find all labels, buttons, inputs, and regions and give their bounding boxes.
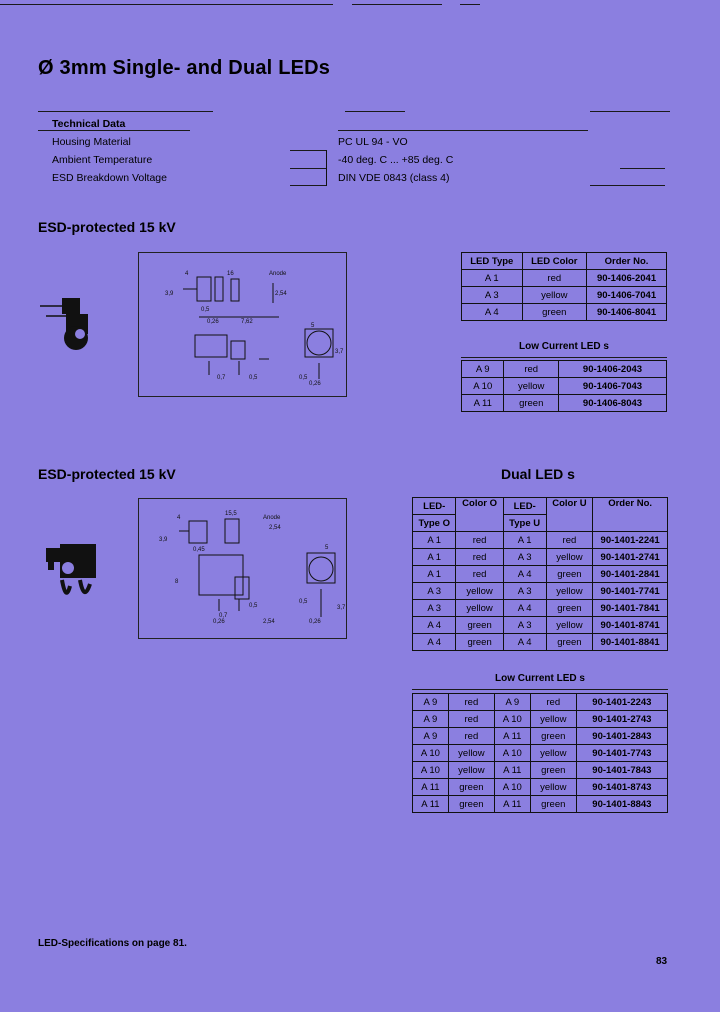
svg-text:Anode: Anode [269, 271, 287, 277]
table-row [462, 287, 667, 304]
cell-type-o: A 1 [413, 566, 456, 583]
cell-color-u: yellow [530, 711, 576, 728]
table-row [413, 532, 668, 549]
cell-type-u: A 11 [494, 728, 530, 745]
table-row [462, 395, 667, 412]
low-current-rule-1 [461, 357, 667, 358]
svg-text:3,7: 3,7 [335, 349, 344, 355]
top-rule-mid [352, 4, 442, 5]
table-row [413, 566, 668, 583]
cell-color-u: red [546, 532, 593, 549]
col-header-type-o: Type O [413, 515, 456, 532]
cell-color-u: green [530, 762, 576, 779]
cell-color-o: green [448, 779, 494, 796]
col-header-led-type-o: LED- [413, 498, 456, 515]
cell-type-u: A 10 [494, 779, 530, 796]
cell-order-no: 90-1401-7841 [593, 600, 668, 617]
col-header-led-type: LED Type [462, 253, 523, 270]
cell-color: red [522, 270, 587, 287]
table-row [462, 270, 667, 287]
cell-color-u: yellow [530, 745, 576, 762]
tech-label-housing: Housing Material [52, 136, 131, 148]
cell-color-o: green [448, 796, 494, 813]
cell-color-u: green [530, 728, 576, 745]
svg-text:3,9: 3,9 [165, 291, 174, 297]
table-row [413, 617, 668, 634]
cell-order-no: 90-1401-2741 [593, 549, 668, 566]
svg-text:0,7: 0,7 [219, 613, 228, 619]
cell-color-u: yellow [546, 617, 593, 634]
cell-color-o: green [456, 617, 503, 634]
led-photo-single [40, 292, 100, 358]
cell-color-u: red [530, 694, 576, 711]
cell-order-no: 90-1401-8741 [593, 617, 668, 634]
col-header-type-u: Type U [503, 515, 546, 532]
svg-text:0,5: 0,5 [201, 307, 210, 313]
low-current-rule-2 [412, 689, 668, 690]
svg-text:0,26: 0,26 [309, 619, 321, 625]
dual-leds-heading: Dual LED s [501, 466, 575, 482]
cell-type: A 1 [462, 270, 523, 287]
svg-text:Anode: Anode [263, 515, 281, 521]
svg-text:16: 16 [227, 271, 234, 277]
cell-type-o: A 1 [413, 532, 456, 549]
svg-text:5: 5 [311, 323, 315, 329]
tech-value-esd: DIN VDE 0843 (class 4) [338, 172, 450, 184]
cell-type-o: A 11 [413, 779, 449, 796]
svg-text:0,26: 0,26 [309, 381, 321, 387]
cell-type-u: A 3 [503, 549, 546, 566]
single-low-current-table [461, 360, 667, 412]
top-rule-right [460, 4, 480, 5]
dual-led-table [412, 497, 668, 651]
tech-tick-3 [290, 185, 326, 186]
cell-color-u: yellow [546, 583, 593, 600]
cell-order-no: 90-1401-2743 [576, 711, 667, 728]
cell-type-o: A 3 [413, 600, 456, 617]
tech-tick-4 [620, 168, 665, 169]
cell-order-no: 90-1401-8843 [576, 796, 667, 813]
col-header-led-color: LED Color [522, 253, 587, 270]
cell-order-no: 90-1406-7041 [587, 287, 667, 304]
cell-color: green [504, 395, 559, 412]
cell-order-no: 90-1401-2241 [593, 532, 668, 549]
cell-color: yellow [504, 378, 559, 395]
cell-type: A 4 [462, 304, 523, 321]
cell-color-o: red [448, 711, 494, 728]
svg-text:0,5: 0,5 [249, 375, 258, 381]
top-rule-left [0, 4, 333, 5]
led-photo-dual [40, 540, 106, 604]
cell-color-o: yellow [456, 600, 503, 617]
tech-rule-2 [345, 111, 405, 112]
svg-text:5: 5 [325, 545, 329, 551]
table-row [413, 634, 668, 651]
low-current-heading-2: Low Current LED s [494, 673, 585, 684]
cell-type-u: A 3 [503, 617, 546, 634]
tech-data-heading: Technical Data [52, 118, 126, 130]
page-number: 83 [656, 956, 668, 967]
cell-color-u: green [530, 796, 576, 813]
section1-heading: ESD-protected 15 kV [38, 219, 176, 235]
cell-order-no: 90-1401-7741 [593, 583, 668, 600]
col-header-color-u: Color U [546, 498, 593, 532]
cell-order-no: 90-1401-2843 [576, 728, 667, 745]
cell-order-no: 90-1406-8043 [558, 395, 666, 412]
tech-rule-3 [590, 111, 670, 112]
cell-color-u: yellow [546, 549, 593, 566]
cell-order-no: 90-1401-2841 [593, 566, 668, 583]
svg-text:7,62: 7,62 [241, 319, 253, 325]
cell-order-no: 90-1406-2043 [558, 361, 666, 378]
cell-color: green [522, 304, 587, 321]
tech-heading-rule [38, 130, 190, 131]
svg-text:0,45: 0,45 [193, 547, 205, 553]
cell-color-o: red [456, 566, 503, 583]
col-header-color-o: Color O [456, 498, 503, 532]
table-row [413, 796, 668, 813]
svg-text:3,7: 3,7 [337, 605, 346, 611]
cell-type-u: A 9 [494, 694, 530, 711]
tech-value-temperature: -40 deg. C ... +85 deg. C [338, 154, 454, 166]
cell-type-u: A 10 [494, 711, 530, 728]
cell-type-u: A 4 [503, 600, 546, 617]
cell-color: red [504, 361, 559, 378]
svg-text:8: 8 [175, 579, 179, 585]
dual-low-current-table [412, 693, 668, 813]
cell-type-u: A 3 [503, 583, 546, 600]
svg-text:2,54: 2,54 [263, 619, 275, 625]
cell-type-o: A 9 [413, 728, 449, 745]
tech-tick-1 [290, 150, 326, 151]
cell-type-o: A 10 [413, 762, 449, 779]
cell-type-u: A 11 [494, 796, 530, 813]
cell-order-no: 90-1406-2041 [587, 270, 667, 287]
tech-rule-1 [38, 111, 213, 112]
table-row [413, 728, 668, 745]
tech-divider [326, 150, 327, 186]
svg-text:0,5: 0,5 [299, 599, 308, 605]
cell-type-o: A 9 [413, 694, 449, 711]
cell-color-o: red [448, 694, 494, 711]
cell-type-o: A 4 [413, 617, 456, 634]
svg-text:4: 4 [185, 271, 189, 277]
tech-tick-2 [290, 168, 326, 169]
table-row [413, 694, 668, 711]
cell-order-no: 90-1401-8841 [593, 634, 668, 651]
col-header-order-no: Order No. [593, 498, 668, 532]
svg-text:15,5: 15,5 [225, 511, 237, 517]
cell-order-no: 90-1401-8743 [576, 779, 667, 796]
table-row [413, 600, 668, 617]
table-row [413, 762, 668, 779]
cell-type: A 10 [462, 378, 504, 395]
cell-type-u: A 11 [494, 762, 530, 779]
tech-value-rule [338, 130, 588, 131]
table-row [462, 304, 667, 321]
footer-note: LED-Specifications on page 81. [38, 938, 187, 949]
cell-type-o: A 4 [413, 634, 456, 651]
cell-type-o: A 11 [413, 796, 449, 813]
cell-order-no: 90-1401-7843 [576, 762, 667, 779]
col-header-led-type-u: LED- [503, 498, 546, 515]
cell-color-o: red [448, 728, 494, 745]
cell-color-u: yellow [530, 779, 576, 796]
cell-order-no: 90-1401-2243 [576, 694, 667, 711]
cell-type-u: A 4 [503, 634, 546, 651]
svg-text:0,5: 0,5 [299, 375, 308, 381]
cell-color-u: green [546, 566, 593, 583]
cell-color-o: red [456, 532, 503, 549]
tech-value-housing: PC UL 94 - VO [338, 136, 408, 148]
single-led-table [461, 252, 667, 321]
svg-text:2,54: 2,54 [275, 291, 287, 297]
table-row [462, 361, 667, 378]
svg-text:3,9: 3,9 [159, 537, 168, 543]
table-row [413, 779, 668, 796]
tech-label-esd: ESD Breakdown Voltage [52, 172, 167, 184]
table-row [413, 745, 668, 762]
col-header-order-no: Order No. [587, 253, 667, 270]
cell-type: A 11 [462, 395, 504, 412]
dimension-drawing-single [138, 252, 347, 397]
svg-text:0,5: 0,5 [249, 603, 258, 609]
cell-color-o: yellow [448, 762, 494, 779]
table-row [462, 378, 667, 395]
cell-type-o: A 1 [413, 549, 456, 566]
cell-type-o: A 10 [413, 745, 449, 762]
svg-text:0,26: 0,26 [213, 619, 225, 625]
cell-color-o: red [456, 549, 503, 566]
cell-color-u: green [546, 600, 593, 617]
tech-label-temperature: Ambient Temperature [52, 154, 153, 166]
cell-color: yellow [522, 287, 587, 304]
cell-type-o: A 9 [413, 711, 449, 728]
cell-type: A 3 [462, 287, 523, 304]
cell-type: A 9 [462, 361, 504, 378]
cell-order-no: 90-1401-7743 [576, 745, 667, 762]
svg-text:4: 4 [177, 515, 181, 521]
cell-color-o: green [456, 634, 503, 651]
cell-type-u: A 10 [494, 745, 530, 762]
table-row [413, 583, 668, 600]
cell-color-o: yellow [448, 745, 494, 762]
table-row [413, 711, 668, 728]
cell-order-no: 90-1406-8041 [587, 304, 667, 321]
page-title: Ø 3mm Single- and Dual LEDs [38, 57, 331, 79]
low-current-heading-1: Low Current LED s [518, 341, 609, 352]
section2-heading: ESD-protected 15 kV [38, 466, 176, 482]
svg-text:0,26: 0,26 [207, 319, 219, 325]
cell-color-u: green [546, 634, 593, 651]
cell-type-o: A 3 [413, 583, 456, 600]
tech-tick-5 [590, 185, 665, 186]
cell-type-u: A 1 [503, 532, 546, 549]
dimension-drawing-dual [138, 498, 347, 639]
cell-color-o: yellow [456, 583, 503, 600]
table-row [413, 549, 668, 566]
cell-type-u: A 4 [503, 566, 546, 583]
svg-text:0,7: 0,7 [217, 375, 226, 381]
svg-text:2,54: 2,54 [269, 525, 281, 531]
cell-order-no: 90-1406-7043 [558, 378, 666, 395]
